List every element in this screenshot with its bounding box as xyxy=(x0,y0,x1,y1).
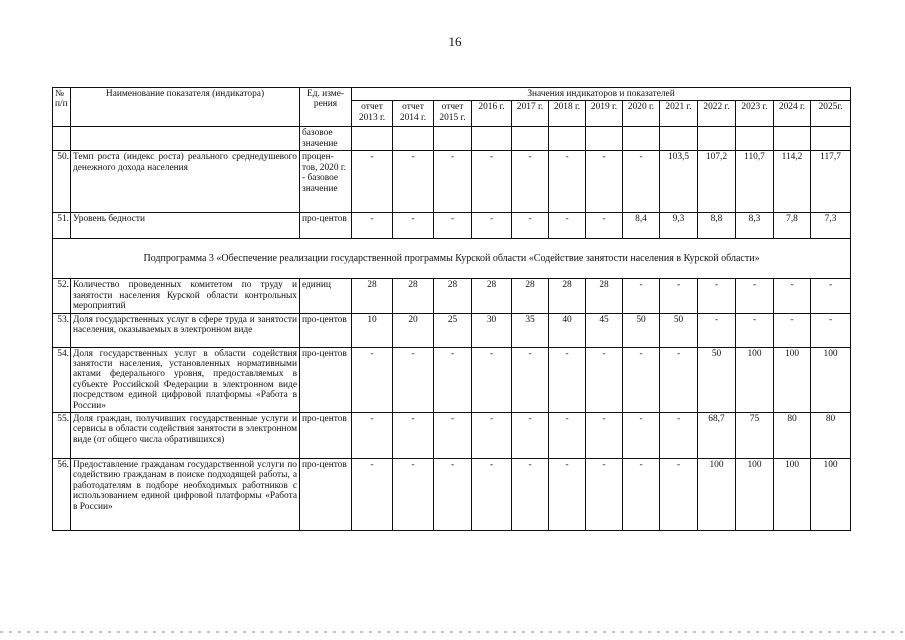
value-cell: - xyxy=(586,413,623,459)
value-cell: - xyxy=(660,413,698,459)
row-number: 54. xyxy=(53,347,71,412)
value-cell: - xyxy=(352,213,393,239)
value-cell xyxy=(586,127,623,151)
value-cell xyxy=(512,127,549,151)
header-num: № п/п xyxy=(53,88,71,127)
value-cell: 50 xyxy=(623,313,660,347)
value-cell: 100 xyxy=(736,347,774,412)
value-cell: - xyxy=(549,413,586,459)
value-cell: 100 xyxy=(774,459,811,531)
value-cell: - xyxy=(586,347,623,412)
value-cell: - xyxy=(352,413,393,459)
value-cell: 80 xyxy=(811,413,851,459)
table-row xyxy=(53,413,851,459)
value-cell: - xyxy=(512,459,549,531)
value-cell: - xyxy=(434,213,472,239)
value-cell: 107,2 xyxy=(698,151,736,213)
indicator-name xyxy=(71,127,300,151)
value-cell: - xyxy=(549,151,586,213)
header-year: 2025г. xyxy=(811,101,851,127)
row-number: 50. xyxy=(53,151,71,213)
value-cell xyxy=(472,127,512,151)
value-cell: 68,7 xyxy=(698,413,736,459)
value-cell: - xyxy=(774,279,811,313)
value-cell: - xyxy=(472,151,512,213)
header-year: 2017 г. xyxy=(512,101,549,127)
value-cell: - xyxy=(623,279,660,313)
header-year: 2024 г. xyxy=(774,101,811,127)
value-cell: - xyxy=(623,347,660,412)
value-cell: - xyxy=(512,213,549,239)
value-cell: 28 xyxy=(472,279,512,313)
value-cell: 28 xyxy=(434,279,472,313)
indicators-table xyxy=(52,87,851,531)
table-row xyxy=(53,151,851,213)
value-cell xyxy=(549,127,586,151)
value-cell: 8,4 xyxy=(623,213,660,239)
value-cell: 7,3 xyxy=(811,213,851,239)
value-cell: 75 xyxy=(736,413,774,459)
value-cell: - xyxy=(434,413,472,459)
subprogram-title: Подпрограмма 3 «Обеспечение реализации государственной программы Курской области «Содействие занятости населения в Курской области» xyxy=(53,239,851,279)
value-cell: 28 xyxy=(586,279,623,313)
value-cell: - xyxy=(811,279,851,313)
indicator-name: Уровень бедности xyxy=(71,213,300,239)
table-row xyxy=(53,459,851,531)
value-cell: - xyxy=(660,279,698,313)
table-row xyxy=(53,127,851,151)
header-year: 2019 г. xyxy=(586,101,623,127)
value-cell: 80 xyxy=(774,413,811,459)
value-cell: 100 xyxy=(811,459,851,531)
row-number: 52. xyxy=(53,279,71,313)
header-year: 2023 г. xyxy=(736,101,774,127)
header-year: 2022 г. xyxy=(698,101,736,127)
value-cell: - xyxy=(393,413,434,459)
value-cell: - xyxy=(586,459,623,531)
subprogram-row xyxy=(53,239,851,279)
value-cell: - xyxy=(472,459,512,531)
value-cell: 25 xyxy=(434,313,472,347)
value-cell: 45 xyxy=(586,313,623,347)
value-cell: 30 xyxy=(472,313,512,347)
value-cell xyxy=(811,127,851,151)
value-cell: 103,5 xyxy=(660,151,698,213)
value-cell: - xyxy=(352,459,393,531)
value-cell: 110,7 xyxy=(736,151,774,213)
unit-cell: про-центов xyxy=(300,413,352,459)
unit-cell: базовое значение xyxy=(300,127,352,151)
value-cell: 8,8 xyxy=(698,213,736,239)
row-number: 51. xyxy=(53,213,71,239)
header-unit: Ед. изме-рения xyxy=(300,88,352,127)
table-row xyxy=(53,213,851,239)
header-year: отчет 2014 г. xyxy=(393,101,434,127)
value-cell xyxy=(352,127,393,151)
indicator-name: Темп роста (индекс роста) реального среднедушевого денежного дохода населения xyxy=(71,151,300,213)
value-cell: - xyxy=(434,459,472,531)
table-row xyxy=(53,347,851,412)
value-cell: - xyxy=(352,151,393,213)
value-cell: - xyxy=(660,459,698,531)
row-number: 53. xyxy=(53,313,71,347)
value-cell: 50 xyxy=(698,347,736,412)
value-cell: - xyxy=(623,413,660,459)
value-cell: - xyxy=(586,213,623,239)
value-cell: 100 xyxy=(698,459,736,531)
value-cell: - xyxy=(811,313,851,347)
value-cell: 50 xyxy=(660,313,698,347)
value-cell: - xyxy=(623,151,660,213)
header-year: 2018 г. xyxy=(549,101,586,127)
indicator-name: Доля граждан, получивших государственные услуги и сервисы в области содействия занятости в электронном виде (от общего числа обратившихся) xyxy=(71,413,300,459)
value-cell: - xyxy=(352,347,393,412)
value-cell: - xyxy=(774,313,811,347)
header-year: 2021 г. xyxy=(660,101,698,127)
table-row xyxy=(53,279,851,313)
value-cell: - xyxy=(512,151,549,213)
value-cell: - xyxy=(660,347,698,412)
value-cell: - xyxy=(549,213,586,239)
value-cell: - xyxy=(472,347,512,412)
value-cell xyxy=(660,127,698,151)
row-number xyxy=(53,127,71,151)
value-cell: - xyxy=(736,279,774,313)
value-cell: - xyxy=(393,213,434,239)
value-cell: 100 xyxy=(774,347,811,412)
unit-cell: про-центов xyxy=(300,213,352,239)
value-cell: - xyxy=(434,347,472,412)
value-cell: - xyxy=(549,347,586,412)
indicator-name: Предоставление гражданам государственной услуги по содействию гражданам в поиске подходящей работы, а работодателям в подборе необходимых работников с использованием единой цифровой платформы «Работа в России» xyxy=(71,459,300,531)
page-number: 16 xyxy=(448,34,462,49)
unit-cell: процен-тов, 2020 г. - базовое значение xyxy=(300,151,352,213)
value-cell xyxy=(736,127,774,151)
header-year: 2016 г. xyxy=(472,101,512,127)
unit-cell: про-центов xyxy=(300,347,352,412)
header-year: отчет 2013 г. xyxy=(352,101,393,127)
value-cell: - xyxy=(472,413,512,459)
header-values-group: Значения индикаторов и показателей xyxy=(352,88,851,101)
row-number: 55. xyxy=(53,413,71,459)
value-cell: - xyxy=(472,213,512,239)
value-cell: 100 xyxy=(736,459,774,531)
value-cell: - xyxy=(393,459,434,531)
value-cell: - xyxy=(512,413,549,459)
value-cell xyxy=(393,127,434,151)
value-cell: 28 xyxy=(512,279,549,313)
value-cell: 28 xyxy=(352,279,393,313)
value-cell: 40 xyxy=(549,313,586,347)
table-row xyxy=(53,313,851,347)
value-cell xyxy=(774,127,811,151)
value-cell: 20 xyxy=(393,313,434,347)
header-year: отчет 2015 г. xyxy=(434,101,472,127)
value-cell: - xyxy=(586,151,623,213)
value-cell: - xyxy=(698,313,736,347)
value-cell: 7,8 xyxy=(774,213,811,239)
unit-cell: единиц xyxy=(300,279,352,313)
unit-cell: про-центов xyxy=(300,313,352,347)
value-cell: - xyxy=(549,459,586,531)
unit-cell: про-центов xyxy=(300,459,352,531)
value-cell: - xyxy=(512,347,549,412)
value-cell: - xyxy=(698,279,736,313)
value-cell: - xyxy=(434,151,472,213)
value-cell: 8,3 xyxy=(736,213,774,239)
value-cell: 114,2 xyxy=(774,151,811,213)
value-cell: - xyxy=(393,151,434,213)
value-cell: - xyxy=(736,313,774,347)
value-cell: 28 xyxy=(549,279,586,313)
value-cell: 117,7 xyxy=(811,151,851,213)
value-cell: 9,3 xyxy=(660,213,698,239)
value-cell xyxy=(698,127,736,151)
indicator-name: Доля государственных услуг в области содействия занятости населения, установленных нормативными актами федерального уровня, предоставляемых в субъекте Российской Федерации в электронном виде посредством единой цифровой платформы «Работа в России» xyxy=(71,347,300,412)
row-number: 56. xyxy=(53,459,71,531)
value-cell xyxy=(434,127,472,151)
value-cell: 28 xyxy=(393,279,434,313)
indicator-name: Доля государственных услуг в сфере труда и занятости населения, оказываемых в электронном виде xyxy=(71,313,300,347)
header-name: Наименование показателя (индикатора) xyxy=(71,88,300,127)
header-year: 2020 г. xyxy=(623,101,660,127)
value-cell: 100 xyxy=(811,347,851,412)
value-cell xyxy=(623,127,660,151)
value-cell: 10 xyxy=(352,313,393,347)
scan-artifact-line xyxy=(0,631,905,633)
indicator-name: Количество проведенных комитетом по труду и занятости населения Курской области контрольных мероприятий xyxy=(71,279,300,313)
value-cell: - xyxy=(623,459,660,531)
value-cell: 35 xyxy=(512,313,549,347)
value-cell: - xyxy=(393,347,434,412)
